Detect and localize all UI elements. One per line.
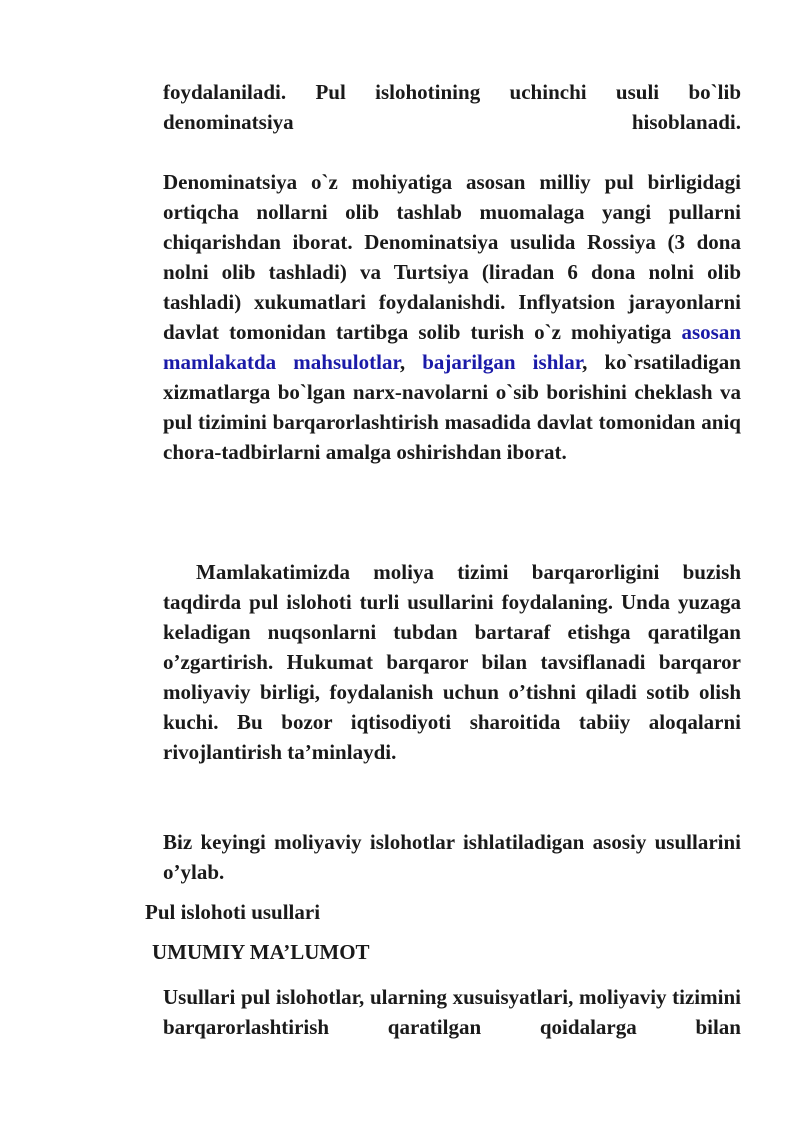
paragraph-denomination-definition [163,167,741,467]
paragraph-reform-methods: Biz keyingi moliyaviy islohotlar ishlatiladigan asosiy usullarini o’ylab. [163,830,741,884]
paragraph-financial-stability: Mamlakatimizda moliya tizimi barqarorligini buzish taqdirda pul islohoti turli usullarini foydalaning. Unda yuzaga keladigan nuqsonlarni tubdan bartaraf etishga qaratilgan o’zgartirish. Hukumat barqaror bilan tavsiflanadi barqaror moliyaviy birligi, foydalanish uchun o’tishni qiladi sotib olish kuchi. Bu bozor iqtisodiyoti sharoitida tabiiy aloqalarni rivojlantirish ta’minlaydi. [163,560,741,764]
paragraph-text: , ko`rsatiladigan xizmatlarga bo`lgan narx-navolarni o`sib borishini cheklash va pul tizimini barqarorlashtirish masadida davlat tomonidan aniq chora-tadbirlarni amalga oshirishdan iborat. [163,350,741,464]
section-subheading: UMUMIY MA’LUMOT [152,940,370,964]
paragraph-denomination-intro: foydalaniladi. Pul islohotining uchinchi usuli bo`lib denominatsiya hisoblanadi. [163,80,741,134]
section-heading: Pul islohoti usullari [145,900,321,924]
paragraph-text: , [399,350,423,374]
hyperlink-works[interactable]: bajarilgan ishlar [422,350,583,374]
paragraph-methods-overview: Usullari pul islohotlar, ularning xusuisyatlari, moliyaviy tizimini barqarorlashtirish qaratilgan qoidalarga bilan [163,985,741,1039]
paragraph-text: Denominatsiya o`z mohiyatiga asosan milliy pul birligidagi ortiqcha nollarni olib tashlab muomalaga yangi pullarni chiqarishdan iborat. Denominatsiya usulida Rossiya (3 dona nolni olib tashladi) va Turtsiya (liradan 6 dona nolni olib tashladi) xukumatlari foydalanishdi. Inflyatsion jarayonlarni davlat tomonidan tartibga solib turish o`z mohiyatiga [163,170,741,344]
hyperlink-products[interactable]: asosan mamlakatda mahsulotlar [163,320,741,374]
